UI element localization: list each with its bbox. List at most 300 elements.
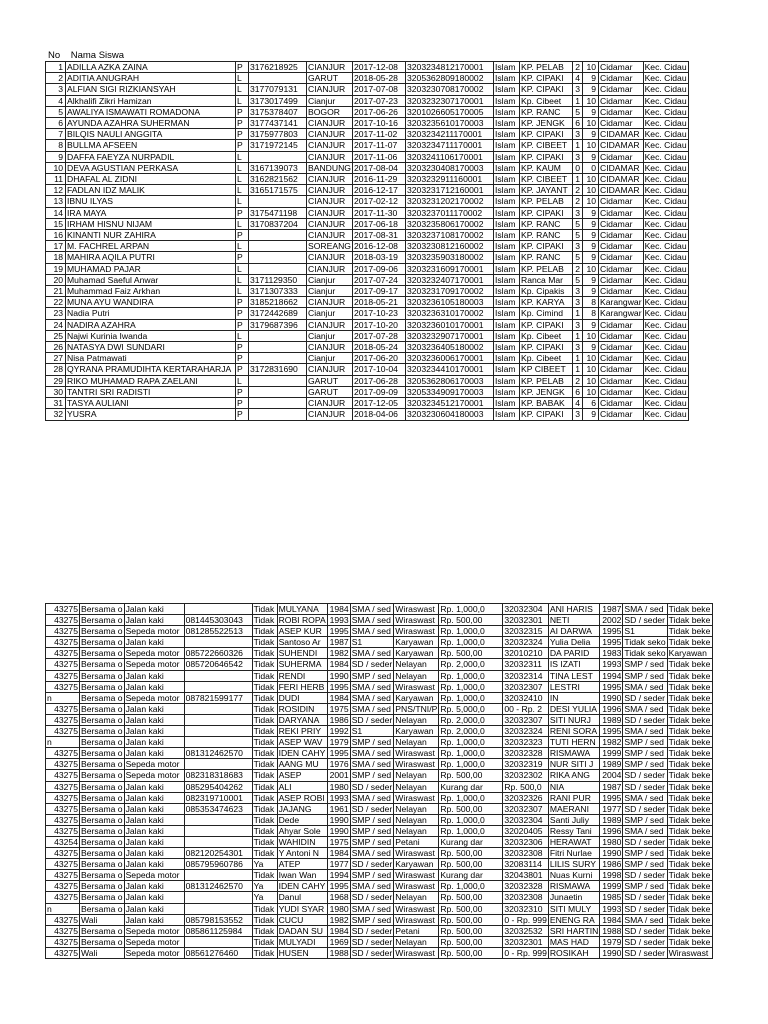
table-cell: Kec. Cidau — [644, 84, 687, 95]
table-cell: Santi Juliy — [548, 814, 600, 825]
table-cell: 43275 — [46, 914, 80, 925]
table-cell: Cidamar — [599, 274, 644, 285]
table-cell: KP. JENGK — [520, 386, 573, 397]
table-cell: 081285522513 — [184, 626, 252, 637]
table-cell: CIDAMAR — [599, 162, 644, 173]
table-cell: 3173017499 — [249, 95, 307, 106]
table-row — [46, 409, 689, 420]
table-cell: GARUT — [307, 73, 353, 84]
table-cell: Tidak beke — [668, 925, 711, 936]
table-cell — [249, 353, 307, 364]
table-cell: P — [236, 319, 249, 330]
table-cell: Bersama o — [81, 714, 123, 725]
table-cell: 1990 — [600, 848, 623, 859]
table-cell: 43275 — [46, 670, 80, 681]
table-cell: SMP / sed — [623, 670, 667, 681]
table-cell: 085353474623 — [184, 803, 252, 814]
table-cell: P — [236, 129, 249, 140]
table-cell: 1976 — [327, 759, 350, 770]
table-cell: Jalan kaki — [124, 814, 184, 825]
table-cell: 43275 — [46, 803, 80, 814]
table-cell — [249, 230, 307, 241]
table-cell: 3185218662 — [249, 297, 307, 308]
table-cell: SD / seder — [351, 859, 393, 870]
table-cell: Cidamar — [599, 106, 644, 117]
table-cell: Rp. 500,00 — [439, 936, 503, 947]
table-cell: Tidak — [252, 692, 277, 703]
table-cell — [184, 726, 252, 737]
table-cell: Islam — [494, 118, 520, 129]
table-cell: Karangwar — [600, 297, 642, 308]
table-cell: 3203232907170001 — [406, 330, 494, 341]
table-cell: P — [236, 140, 249, 151]
table-cell: Nelayan — [394, 825, 439, 836]
table-cell: 1995 — [600, 681, 623, 692]
table-cell: S1 — [350, 726, 394, 737]
table-cell — [184, 903, 252, 914]
table-cell: 1984 — [327, 848, 350, 859]
table-cell: 10 — [583, 196, 599, 207]
table-cell: 3203232307170001 — [406, 95, 494, 106]
table-row — [46, 162, 689, 173]
table-cell: Nuas Kurni — [548, 870, 600, 881]
table-cell: Islam — [494, 375, 520, 386]
table-cell: 1995 — [600, 626, 623, 637]
table-row — [46, 825, 713, 836]
table-cell: P — [236, 342, 249, 353]
table-cell: SUHENDI — [277, 648, 327, 659]
table-cell: Cianjur — [307, 274, 353, 285]
table-cell: Wiraswast — [394, 947, 439, 958]
table-cell: 2 — [573, 62, 583, 73]
table-row — [46, 252, 689, 263]
table-cell: L — [236, 286, 249, 297]
table-cell: 1990 — [327, 814, 350, 825]
table-cell: 1987 — [600, 604, 623, 615]
table-cell: ASEP ROBI — [277, 792, 327, 803]
table-cell: Santoso Ar — [277, 637, 327, 648]
table-cell: M. FACHREL ARPAN — [66, 241, 236, 252]
table-cell: IDEN CAHY — [278, 748, 326, 759]
table-cell: 2017-10-04 — [353, 364, 406, 375]
table-cell: 18 — [46, 252, 66, 263]
table-cell: Wiraswast — [394, 903, 439, 914]
table-cell: 08561276460 — [184, 947, 252, 958]
table-cell: CIDAMAR — [599, 129, 644, 140]
table-cell: Wiraswast — [394, 792, 439, 803]
table-cell: Jalan kaki — [124, 792, 184, 803]
table-cell: SMP / sed — [350, 770, 394, 781]
table-cell: 9 — [46, 151, 66, 162]
table-cell: 2017-09-17 — [353, 286, 406, 297]
table-cell: Bersama o — [81, 604, 123, 614]
table-cell: 2017-11-06 — [353, 151, 406, 162]
table-row — [46, 241, 689, 252]
table-cell: ADITIA ANUGRAH — [66, 73, 236, 84]
table-cell: Islam — [494, 62, 520, 73]
table-cell: KP. RANC — [520, 230, 573, 241]
table-cell: Rp. 1,000,0 — [439, 681, 503, 692]
table-cell — [249, 241, 307, 252]
table-cell: Bersama o — [81, 836, 123, 847]
table-cell: 1 — [573, 140, 583, 151]
table-cell: 4 — [573, 398, 583, 409]
table-cell: 1995 — [327, 626, 350, 637]
table-cell: Tidak — [252, 925, 277, 936]
table-cell: DEVA AGUSTIAN PERKASA — [66, 162, 236, 173]
table-cell: TINA LEST — [548, 670, 600, 681]
table-cell: Bersama o — [81, 692, 123, 703]
table-cell: SMA / sed — [623, 726, 667, 737]
table-cell: 3203234512170001 — [406, 398, 494, 409]
table-cell: Kec. Cidau — [644, 386, 687, 397]
table-cell: 085798153552 — [184, 914, 252, 925]
table-cell: 085795960786 — [184, 859, 252, 870]
table-cell: 3203232911160001 — [406, 174, 494, 185]
table-cell: P — [236, 118, 249, 129]
table-row — [46, 62, 689, 73]
table-cell: CIANJUR — [307, 84, 353, 95]
table-cell: KP. CIPAKI — [520, 319, 573, 330]
table-cell: 3203231202170002 — [406, 196, 494, 207]
table-cell: Tidak beke — [668, 914, 711, 925]
table-header-row — [48, 50, 124, 61]
table-cell: AANG MU — [277, 759, 327, 770]
table-cell: MAS HAD — [548, 936, 600, 947]
table-cell: 0 - Rp. 999 — [504, 914, 547, 925]
table-cell: SMA / sed — [623, 792, 667, 803]
table-cell: SD / seder — [623, 836, 667, 847]
table-cell: Tidak beke — [668, 637, 711, 648]
table-cell: SD / seder — [351, 803, 393, 814]
table-cell: FADLAN IDZ MALIK — [66, 185, 236, 196]
table-cell: ASEP WAV — [277, 737, 327, 748]
table-cell: Rp. 1,000,0 — [439, 626, 503, 637]
table-cell: Alkhalifi Zikri Hamizan — [66, 95, 236, 106]
table-cell: 4 — [46, 95, 66, 106]
table-row — [46, 84, 689, 95]
table-cell: Bersama o — [81, 903, 123, 914]
table-cell: CIANJUR — [307, 364, 353, 375]
table-cell: Bersama o — [81, 626, 123, 637]
table-cell: 32032308 — [503, 892, 549, 903]
table-cell: n — [46, 903, 80, 914]
table-cell: Islam — [494, 140, 520, 151]
table-cell: NUR SITI J — [548, 759, 600, 770]
table-cell: Nelayan — [394, 770, 439, 781]
table-cell: 9 — [583, 286, 599, 297]
table-cell: Tidak beke — [668, 714, 711, 725]
table-cell: MUHAMAD PAJAR — [66, 263, 236, 274]
table-cell: Cidamar — [599, 330, 644, 341]
table-cell: 3203234410170001 — [406, 364, 494, 375]
table-cell: Kec. Cidau — [644, 241, 687, 252]
table-cell: Petani — [394, 836, 439, 847]
table-cell: Islam — [494, 129, 520, 140]
table-cell: Rp. 1,000,0 — [439, 792, 503, 803]
table-cell: Karangwar — [600, 308, 642, 319]
table-row — [46, 129, 689, 140]
table-cell — [249, 375, 307, 386]
table-cell: 2017-06-26 — [353, 106, 406, 117]
table-row — [46, 626, 713, 637]
table-row — [46, 106, 689, 117]
table-cell: 1 — [573, 308, 583, 319]
table-cell: 2017-10-16 — [353, 118, 406, 129]
table-cell: 2017-02-12 — [353, 196, 406, 207]
table-cell: 1986 — [327, 714, 350, 725]
table-cell: SMA / sed — [623, 604, 667, 615]
table-cell: Tidak — [252, 648, 277, 659]
table-cell: 43275 — [46, 726, 80, 737]
table-cell: CIANJUR — [307, 252, 353, 263]
table-row — [46, 185, 689, 196]
table-cell: 2 — [46, 73, 66, 84]
table-cell: n — [46, 737, 80, 748]
table-cell: Kec. Cidau — [644, 106, 687, 117]
table-cell: AYUNDA AZAHRA SUHERMAN — [66, 118, 236, 129]
table-cell: SMP / sed — [623, 759, 667, 770]
table-cell: 3203235903180002 — [406, 252, 494, 263]
table-cell: 2017-06-18 — [353, 218, 406, 229]
table-cell: Jalan kaki — [124, 703, 184, 714]
table-cell: Wiraswast — [394, 759, 439, 770]
table-cell: ROSIKAH — [548, 947, 600, 958]
table-row — [46, 364, 689, 375]
table-cell: IN — [548, 692, 600, 703]
table-cell: L — [236, 185, 249, 196]
table-cell: 3 — [573, 151, 583, 162]
table-cell: Wiraswast — [394, 881, 439, 892]
table-cell: Tidak beke — [668, 604, 711, 614]
table-cell: DARYANA — [277, 714, 327, 725]
table-cell: Tidak — [252, 936, 277, 947]
table-cell: 082318318683 — [184, 770, 252, 781]
table-cell: Rp. 1,000,0 — [439, 692, 503, 703]
table-cell: S1 — [623, 626, 667, 637]
table-cell: IRA MAYA — [66, 207, 236, 218]
table-cell: Wiraswast — [394, 604, 439, 615]
table-cell: Rp. 2,000,0 — [439, 659, 503, 670]
table-row — [46, 615, 713, 626]
table-cell: Tidak — [252, 748, 277, 759]
table-cell: 3203234711170001 — [406, 140, 494, 151]
table-cell: Tidak beke — [668, 703, 711, 714]
table-cell: Islam — [494, 196, 520, 207]
table-cell: 1995 — [600, 637, 623, 648]
table-cell: 43275 — [46, 703, 80, 714]
table-cell: 1986 — [600, 859, 623, 870]
table-cell: 085861125984 — [184, 925, 252, 936]
table-cell: SMP / sed — [623, 659, 667, 670]
table-cell: Jalan kaki — [124, 859, 184, 870]
table-cell: 1968 — [327, 892, 350, 903]
table-cell: Kp. Cibeet — [520, 95, 573, 106]
table-cell: Sepeda motor — [124, 770, 184, 781]
table-cell: Sepeda motor — [124, 692, 184, 703]
table-cell: 1987 — [600, 781, 623, 792]
table-cell: 2001 — [327, 770, 350, 781]
table-cell: SMP / sed — [350, 737, 394, 748]
table-cell: 1990 — [600, 947, 623, 958]
table-cell: Sepeda motor — [124, 925, 184, 936]
table-cell: Rp. 1,000,0 — [439, 748, 503, 759]
table-cell: IRHAM HISNU NIJAM — [66, 218, 236, 229]
table-cell: Sepeda motor — [124, 936, 184, 947]
table-cell: CIANJUR — [307, 118, 353, 129]
table-cell: KP. KAUM — [520, 162, 573, 173]
table-cell: Islam — [494, 308, 520, 319]
table-cell: 3 — [573, 409, 583, 420]
table-cell: ENENG RA — [548, 914, 600, 925]
table-cell: Nelayan — [394, 803, 439, 814]
table-cell: Nisa Patmawati — [66, 353, 236, 364]
table-cell: Kec. Cidau — [644, 297, 687, 308]
table-cell: Tidak — [252, 726, 277, 737]
table-cell: 1984 — [327, 604, 350, 615]
table-cell: KP. CIBEET — [520, 174, 573, 185]
table-cell: 082319710001 — [184, 792, 252, 803]
table-cell: KP. CIPAKI — [520, 342, 573, 353]
table-cell: L — [236, 95, 249, 106]
table-cell: Cidamar — [599, 252, 644, 263]
table-row — [46, 659, 713, 670]
table-cell: 3201026605170005 — [406, 106, 494, 117]
table-cell — [249, 252, 307, 263]
table-row — [46, 319, 689, 330]
table-cell: 10 — [583, 330, 599, 341]
table-cell: SD / seder — [623, 692, 667, 703]
table-cell: 10 — [46, 162, 66, 173]
table-cell: Rp. 500,00 — [439, 925, 503, 936]
table-cell: 1 — [46, 62, 66, 73]
table-cell: SD / seder — [351, 925, 393, 936]
table-cell: 9 — [583, 218, 599, 229]
table-row — [46, 73, 689, 84]
table-cell: 3203231709170002 — [406, 286, 494, 297]
table-cell: Wiraswast — [667, 947, 712, 958]
table-cell: Cidamar — [599, 409, 644, 420]
table-cell: Rp. 1,000,0 — [439, 604, 503, 615]
table-cell: Rp. 2,000,0 — [439, 726, 503, 737]
table-row — [46, 881, 713, 892]
table-cell: KP. PELAB — [520, 196, 573, 207]
table-cell: Sepeda motor — [124, 659, 184, 670]
table-cell: 10 — [583, 386, 599, 397]
table-cell: 3203241106170001 — [406, 151, 494, 162]
table-cell: 43275 — [46, 714, 80, 725]
table-cell: Kec. Cidau — [644, 95, 687, 106]
table-cell: Tidak — [252, 714, 277, 725]
table-cell: KP. JAYANT — [520, 185, 573, 196]
table-cell: Sepeda motor — [124, 759, 184, 770]
table-cell: Tidak — [252, 903, 277, 914]
table-cell: Rp. 5,000,0 — [439, 703, 503, 714]
table-cell: ASEP KUR — [277, 626, 327, 637]
table-cell: Tidak beke — [668, 792, 711, 803]
table-cell: DUDI — [277, 692, 327, 703]
table-cell: 3 — [573, 319, 583, 330]
table-cell: 22 — [46, 297, 66, 308]
table-cell: 43275 — [46, 870, 80, 881]
table-cell: 1993 — [327, 792, 350, 803]
table-cell: Jalan kaki — [124, 892, 184, 903]
table-cell: SMA / sed — [350, 792, 394, 803]
table-cell: Rp. 500,00 — [439, 848, 503, 859]
table-cell — [184, 703, 252, 714]
table-cell: 32032324 — [503, 726, 549, 737]
table-cell: Tidak — [252, 759, 277, 770]
table-cell: Tidak — [252, 626, 277, 637]
table-cell: Najwi Kurinia Iwanda — [66, 330, 236, 341]
table-cell: SD / seder — [623, 870, 667, 881]
table-cell: Bersama o — [81, 814, 123, 825]
table-cell: Jalan kaki — [124, 681, 184, 692]
table-cell: P — [236, 252, 249, 263]
table-cell: 9 — [583, 73, 599, 84]
table-cell: Karyawan — [394, 726, 439, 737]
table-cell: Junaetin — [548, 892, 600, 903]
table-cell: Tidak beke — [668, 903, 711, 914]
table-cell: 1969 — [327, 936, 350, 947]
table-cell: Bersama o — [81, 648, 123, 659]
table-cell: 1980 — [600, 836, 623, 847]
table-cell: Islam — [494, 174, 520, 185]
table-cell: CIDAMAR — [599, 174, 644, 185]
table-cell: Tidak beke — [668, 726, 711, 737]
table-cell: KP. PELAB — [520, 375, 573, 386]
table-cell: 3167139073 — [249, 162, 307, 173]
table-cell: CIANJUR — [307, 409, 353, 420]
table-cell: SMA / sed — [350, 615, 394, 626]
table-cell: 3 — [573, 129, 583, 140]
table-cell: 2018-04-06 — [353, 409, 406, 420]
table-cell: 43275 — [46, 792, 80, 803]
table-cell: 3172442689 — [249, 308, 307, 319]
table-cell: Tidak beke — [668, 814, 711, 825]
table-cell: 12 — [46, 185, 66, 196]
table-cell: 32032410 — [503, 692, 549, 703]
table-cell: Tidak — [252, 781, 277, 792]
table-cell: TUTI HERN — [548, 737, 600, 748]
table-cell: Karyawan — [394, 637, 439, 648]
table-cell: NADIRA AZAHRA — [66, 319, 236, 330]
table-row — [46, 263, 689, 274]
table-cell: 2 — [573, 185, 583, 196]
table-row — [46, 903, 713, 914]
table-cell: 2017-07-23 — [353, 95, 406, 106]
table-cell: RENI SORA — [548, 726, 600, 737]
table-cell: 3203236405180002 — [406, 342, 494, 353]
table-cell: Tidak beke — [668, 803, 711, 814]
table-cell: Tidak beke — [668, 626, 711, 637]
table-cell: Kec. Cidau — [644, 263, 687, 274]
table-cell: Cidamar — [599, 207, 644, 218]
table-cell — [249, 409, 307, 420]
table-cell: Cidamar — [599, 286, 644, 297]
table-row — [46, 814, 713, 825]
table-cell: 1989 — [600, 759, 623, 770]
table-cell: L — [236, 330, 249, 341]
table-cell — [184, 637, 252, 648]
table-cell: SMA / sed — [350, 692, 394, 703]
table-cell: Islam — [494, 162, 520, 173]
table-cell: 3203230604180003 — [406, 409, 494, 420]
table-row — [46, 95, 689, 106]
table-cell: 43275 — [46, 825, 80, 836]
table-cell: GARUT — [307, 386, 353, 397]
table-cell: SD / seder — [351, 781, 393, 792]
